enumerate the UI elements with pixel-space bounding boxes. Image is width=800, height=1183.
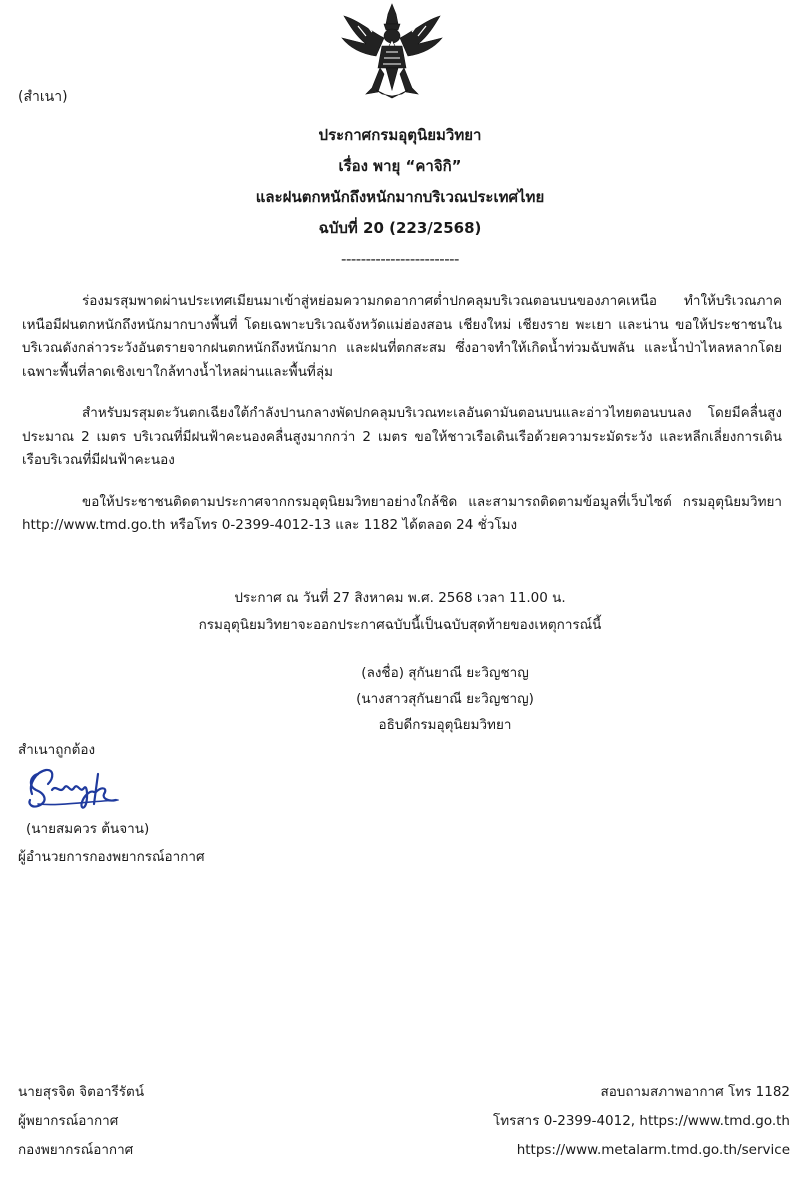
- announcement-heading: [0, 120, 800, 275]
- garuda-emblem-icon: [336, 2, 448, 100]
- copy-mark: (สำเนา): [18, 89, 68, 105]
- forecaster-name: นายสุรจิต จิตอารีรัตน์: [18, 1084, 145, 1100]
- heading-agency: ประกาศกรมอุตุนิยมวิทยา: [318, 126, 482, 144]
- heading-divider: ------------------------: [341, 250, 459, 268]
- heading-issue-number: ฉบับที่ 20 (223/2568): [318, 219, 482, 237]
- certifier-name: (นายสมควร ต้นจาน): [26, 821, 150, 837]
- paragraph-north-rain: ร่องมรสุมพาดผ่านประเทศเมียนมาเข้าสู่หย่อมความกดอากาศต่ำปกคลุมบริเวณตอนบนของภาคเหนือ ทำให้บริเวณภาคเหนือมีฝนตกหนักถึงหนักมากบางพื้นที่ โดยเฉพาะบริเวณจังหวัดแม่ฮ่องสอน เชียงใหม่ เชียงราย พะเยา และน่าน ขอให้ประชาชนในบริเวณดังกล่าวระวังอันตรายจากฝนตกหนักถึงหนักมาก และฝนที่ตกสะสม ซึ่งอาจทำให้เกิดน้ำท่วมฉับพลัน และน้ำป่าไหลหลากโดยเฉพาะพื้นที่ลาดเชิงเขาใกล้ทางน้ำไหลผ่านและพื้นที่ลุ่ม: [22, 293, 782, 380]
- announcement-body: [22, 290, 782, 552]
- paragraph-monsoon-waves: สำหรับมรสุมตะวันตกเฉียงใต้กำลังปานกลางพัดปกคลุมบริเวณทะเลอันดามันตอนบนและอ่าวไทยตอนบนลง โดยมีคลื่นสูงประมาณ 2 เมตร บริเวณที่มีฝนฟ้าคะนองคลื่นสูงมากกว่า 2 เมตร ขอให้ชาวเรือเดินเรือด้วยความระมัดระวัง และหลีกเลี่ยงการเดินเรือบริเวณที่มีฝนฟ้าคะนอง: [22, 405, 782, 468]
- contact-fax-website: โทรสาร 0-2399-4012, https://www.tmd.go.th: [493, 1113, 790, 1129]
- heading-subtitle: และฝนตกหนักถึงหนักมากบริเวณประเทศไทย: [255, 188, 545, 206]
- certified-copy-label: สำเนาถูกต้อง: [18, 742, 96, 758]
- footer-contact: [493, 1078, 790, 1165]
- paragraph-follow-updates: ขอให้ประชาชนติดตามประกาศจากกรมอุตุนิยมวิทยาอย่างใกล้ชิด และสามารถติดตามข้อมูลที่เว็บไซต์ กรมอุตุนิยมวิทยา http://www.tmd.go.th หรือโทร 0-2399-4012-13 และ 1182 ได้ตลอด 24 ชั่วโมง: [22, 493, 782, 533]
- handwritten-signature-icon: [24, 764, 124, 814]
- announcement-date: ประกาศ ณ วันที่ 27 สิงหาคม พ.ศ. 2568 เวลา 11.00 น.: [234, 590, 566, 606]
- certifier-title: ผู้อำนวยการกองพยากรณ์อากาศ: [18, 849, 205, 865]
- heading-subject: เรื่อง พายุ “คาจิกิ”: [338, 157, 462, 175]
- forecaster-division: กองพยากรณ์อากาศ: [18, 1142, 134, 1158]
- director-position: อธิบดีกรมอุตุนิยมวิทยา: [378, 717, 512, 733]
- contact-metalarm-link[interactable]: https://www.metalarm.tmd.go.th/service: [516, 1142, 790, 1158]
- forecaster-role: ผู้พยากรณ์อากาศ: [18, 1113, 119, 1129]
- final-issue-note: กรมอุตุนิยมวิทยาจะออกประกาศฉบับนี้เป็นฉบับสุดท้ายของเหตุการณ์นี้: [198, 617, 602, 633]
- director-full-name: (นางสาวสุกันยาณี ยะวิญชาญ): [356, 691, 534, 707]
- director-signature-block: [0, 660, 800, 738]
- signed-line: (ลงชื่อ) สุกันยาณี ยะวิญชาญ: [361, 665, 529, 681]
- contact-phone: สอบถามสภาพอากาศ โทร 1182: [600, 1084, 790, 1100]
- footer-forecaster: [18, 1078, 144, 1165]
